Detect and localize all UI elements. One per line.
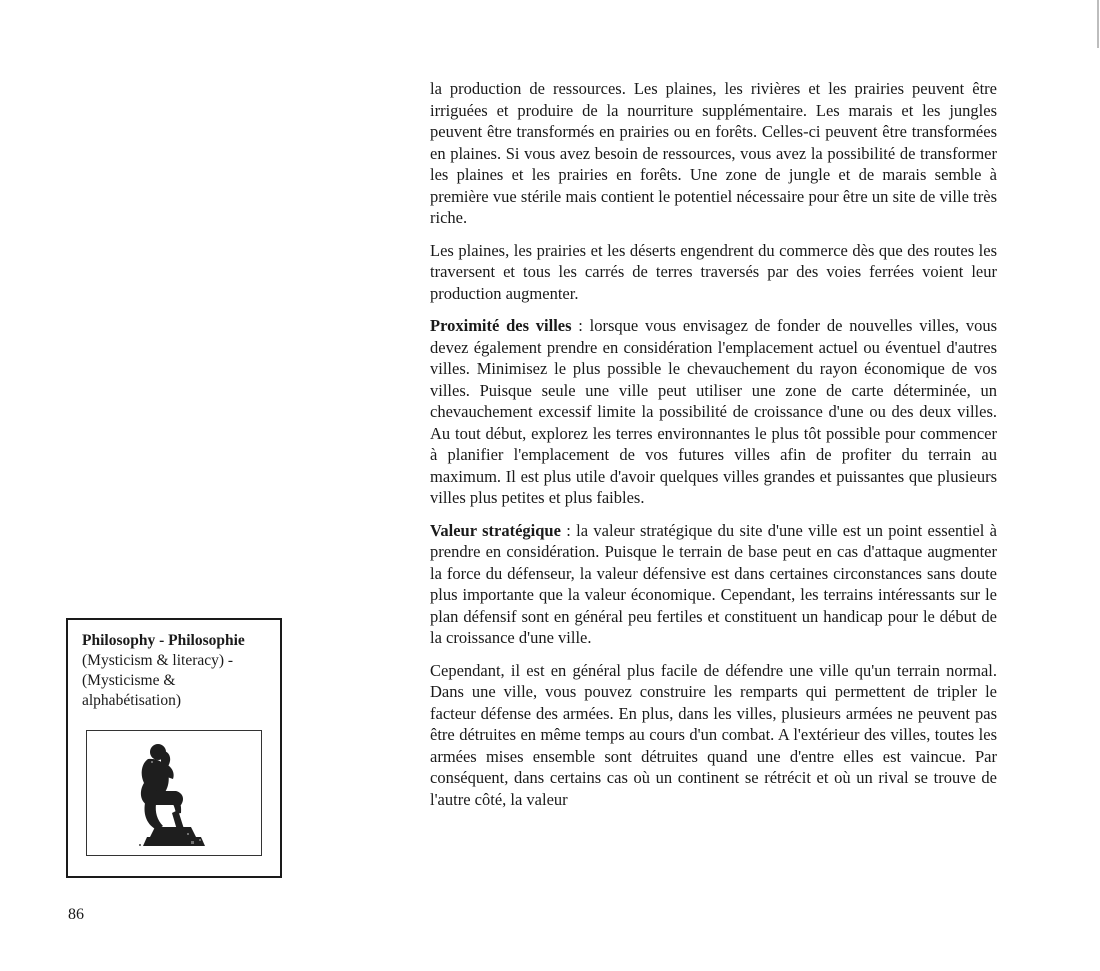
text-city-proximity: : lorsque vous envisagez de fonder de nouvelles villes, vous devez également prendre en considération l'emplacement actuel ou éventuel d'autres villes. Minimisez le plus possible le chevauchement du rayon économique de vos villes. Puisque seule une ville peut utiliser une zone de carte déterminée, un chevauchement excessif limite la possibilité de croissance d'une ou des deux villes. Au tout début, explorez les terres environnantes le plus tôt possible pour commencer à planifier l'emplacement de vos futures villes afin de profiter du terrain au maximum. Il est plus utile d'avoir quelques villes grandes et puissantes que plusieurs villes plus petites et plus faibles. <box>430 316 997 507</box>
sidebar-subtitle: (Mysticism & literacy) - (Mysticisme & alphabétisation) <box>82 652 234 709</box>
page-number: 86 <box>68 906 84 923</box>
paragraph-resources: la production de ressources. Les plaines, les rivières et les prairies peuvent être irriguées et produire de la nourriture supplémentaire. Les marais et les jungles peuvent être transformés en prairies ou en forêts. Celles-ci peuvent être transformées en plaines. Si vous avez besoin de ressources, vous avez la possibilité de transformer les plaines et les prairies en forêts. Une zone de jungle et de marais semble à première vue stérile mais contient le potentiel nécessaire pour être un site de ville très riche. <box>430 79 997 227</box>
paragraph-strategic-value <box>430 520 997 649</box>
paragraph-city-proximity <box>430 315 997 509</box>
thinker-statue-icon <box>87 731 261 855</box>
page-edge-mark <box>1097 0 1099 48</box>
heading-city-proximity: Proximité des villes <box>430 316 572 335</box>
thinker-image-frame <box>86 730 262 856</box>
paragraph-commerce: Les plaines, les prairies et les déserts engendrent du commerce dès que des routes les traversent et tous les carrés de terres traversés par des voies ferrées voient leur production augmenter. <box>430 240 997 303</box>
text-strategic-value: : la valeur stratégique du site d'une ville est un point essentiel à prendre en considération. Puisque le terrain de base peut en cas d'attaque augmenter la force du défenseur, la valeur défensive est dans certaines circonstances sans doute plus importante que la valeur économique. Cependant, les terrains intéressants sur le plan défensif sont en général peu fertiles et constituent un handicap pour le début de la croissance d'une ville. <box>430 520 997 647</box>
sidebar-title: Philosophy - Philosophie <box>82 632 245 649</box>
main-text-column <box>430 78 997 821</box>
sidebar-tech-box <box>66 618 282 878</box>
heading-strategic-value: Valeur stratégique <box>430 520 561 540</box>
paragraph-defense: Cependant, il est en général plus facile de défendre une ville qu'un terrain normal. Dans une ville, vous pouvez construire les remparts qui permettent de tripler le facteur défense des armées. En plus, dans les villes, plusieurs armées ne peuvent pas être détruites en même temps au cours d'un combat. A l'extérieur des villes, toutes les armées mises ensemble sont détruites quand une d'entre elles est vaincue. Par conséquent, dans certains cas où un continent se rétrécit et où un rival se trouve de l'autre côté, la valeur <box>430 660 997 809</box>
